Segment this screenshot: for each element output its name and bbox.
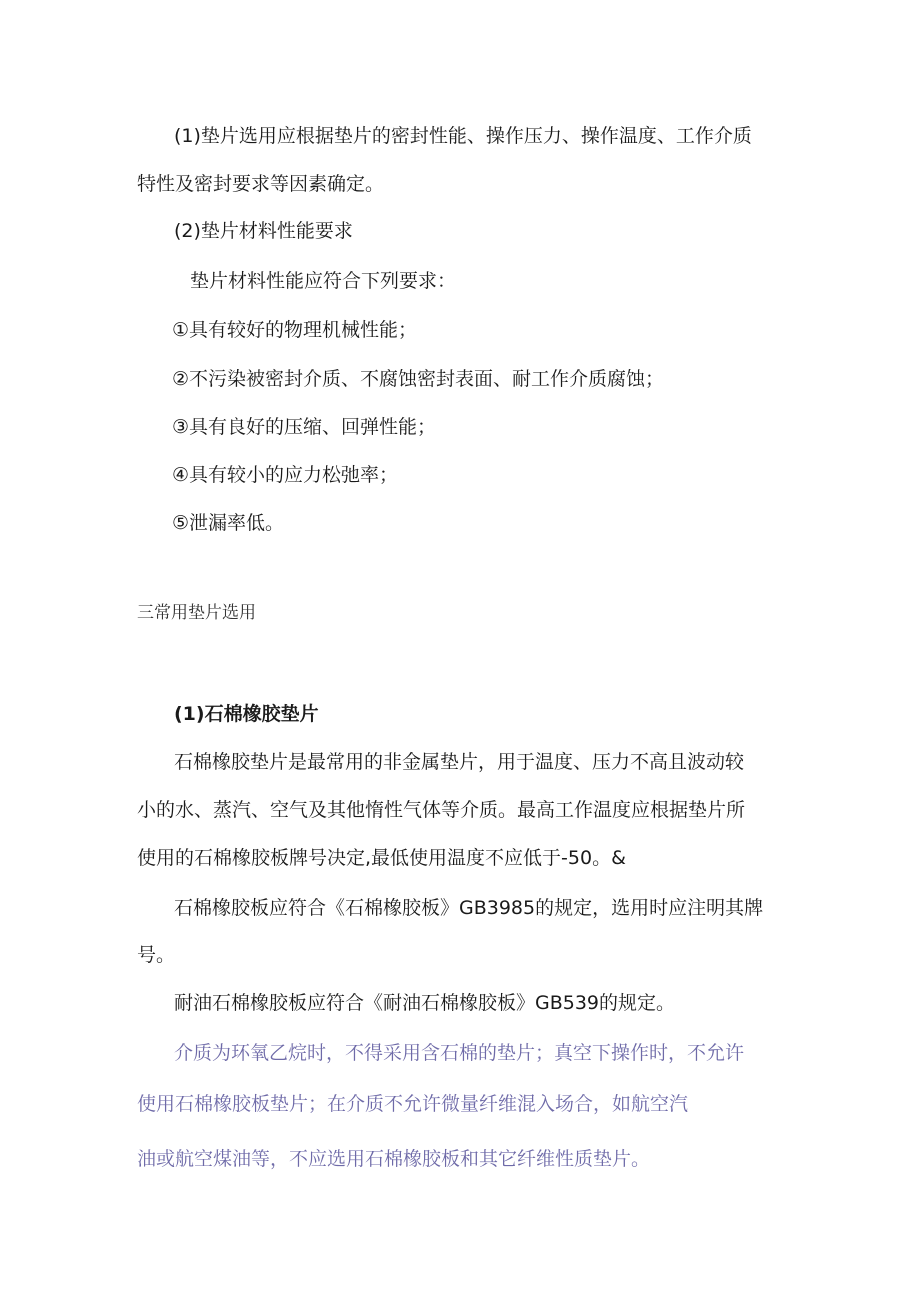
paragraph-line: 耐油石棉橡胶板应符合《耐油石棉橡胶板》GB539的规定。: [174, 992, 676, 1014]
paragraph-line: 石棉橡胶垫片是最常用的非金属垫片，用于温度、压力不高且波动较: [174, 751, 745, 773]
subheading: (2)垫片材料性能要求: [174, 220, 353, 242]
subsection-heading: (1)石棉橡胶垫片: [174, 703, 319, 725]
note-line: 使用石棉橡胶板垫片；在介质不允许微量纤维混入场合，如航空汽: [137, 1093, 689, 1115]
paragraph-line: 特性及密封要求等因素确定。: [137, 173, 385, 195]
paragraph-line: 垫片材料性能应符合下列要求：: [190, 270, 457, 292]
list-item: ②不污染被密封介质、不腐蚀密封表面、耐工作介质腐蚀；: [172, 368, 665, 390]
list-item: ③具有良好的压缩、回弹性能；: [172, 416, 437, 438]
list-item: ④具有较小的应力松弛率；: [172, 464, 399, 486]
note-line: 介质为环氧乙烷时，不得采用含石棉的垫片；真空下操作时，不允许: [174, 1042, 745, 1064]
list-item: ⑤泄漏率低。: [172, 512, 285, 534]
paragraph-line: 号。: [137, 944, 176, 966]
paragraph-line: 小的水、蒸汽、空气及其他惰性气体等介质。最高工作温度应根据垫片所: [137, 799, 746, 821]
note-line: 油或航空煤油等，不应选用石棉橡胶板和其它纤维性质垫片。: [137, 1148, 651, 1170]
paragraph-line: 使用的石棉橡胶板牌号决定,最低使用温度不应低于-50。&: [137, 847, 626, 869]
paragraph-line: 石棉橡胶板应符合《石棉橡胶板》GB3985的规定，选用时应注明其牌: [174, 897, 764, 919]
list-item: ①具有较好的物理机械性能；: [172, 319, 418, 341]
paragraph-line: (1)垫片选用应根据垫片的密封性能、操作压力、操作温度、工作介质: [174, 125, 752, 147]
section-heading: 三常用垫片选用: [137, 603, 256, 623]
